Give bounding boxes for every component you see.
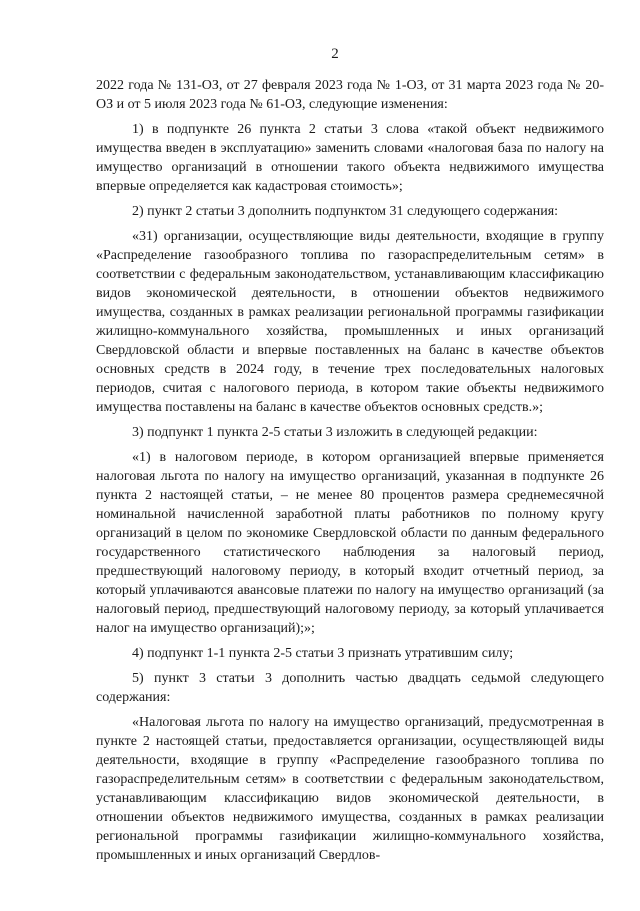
paragraph-item-5: 5) пункт 3 статьи 3 дополнить частью двадцать седьмой следующего содержания:: [96, 671, 604, 705]
paragraph-quote-1: «1) в налоговом периоде, в котором организацией впервые применяется налоговая льгота по налогу на имущество организаций, указанная в подпункте 26 пункта 2 настоящей статьи, – не менее 80 процентов размера среднемесячной номинальной начисленной заработной платы работников по полному кругу организаций в целом по экономике Свердловской области по данным федерального государственного статистического наблюдения за налоговый период, предшествующий налоговому периоду, в который входит отчетный период, за который уплачиваются авансовые платежи по налогу на имущество организаций (за налоговый период, предшествующий налоговому периоду, за который уплачивается налог на имущество организаций);»;: [96, 450, 604, 636]
document-body: [96, 76, 604, 871]
paragraph-item-2: 2) пункт 2 статьи 3 дополнить подпунктом 31 следующего содержания:: [132, 204, 559, 219]
paragraph-intro-continuation: 2022 года № 131-ОЗ, от 27 февраля 2023 года № 1-ОЗ, от 31 марта 2023 года № 20-ОЗ и от 5 июля 2023 года № 61-ОЗ, следующие изменения:: [96, 78, 604, 112]
paragraph-quote-31: «31) организации, осуществляющие виды деятельности, входящие в группу «Распределение газообразного топлива по газораспределительным сетям» в соответствии с федеральным законодательством, устанавливающим классификацию видов экономической деятельности, в отношении объектов недвижимого имущества, созданных в рамках реализации региональной программы газификации жилищно-коммунального хозяйства, промышленных и иных организаций Свердловской области и впервые поставленных на баланс в качестве объектов основных средств в 2024 году, в течение трех последовательных налоговых периодов, считая с налогового периода, в котором такие объекты недвижимого имущества поставлены на баланс в качестве объектов основных средств.»;: [96, 229, 604, 415]
paragraph-quote-tax-benefit: «Налоговая льгота по налогу на имущество организаций, предусмотренная в пункте 2 настоящей статьи, предоставляется организации, осуществляющей виды деятельности, входящие в группу «Распределение газообразного топлива по газораспределительным сетям» в соответствии с федеральным законодательством, устанавливающим классификацию видов экономической деятельности, в отношении объектов недвижимого имущества, созданных в рамках реализации региональной программы газификации жилищно-коммунального хозяйства, промышленных и иных организаций Свердлов-: [96, 715, 604, 863]
paragraph-item-1: 1) в подпункте 26 пункта 2 статьи 3 слова «такой объект недвижимого имущества введен в эксплуатацию» заменить словами «налоговая база по налогу на имущество организаций в отношении такого объекта недвижимого имущества впервые определяется как кадастровая стоимость»;: [96, 122, 604, 194]
paragraph-item-4: 4) подпункт 1-1 пункта 2-5 статьи 3 признать утратившим силу;: [132, 646, 514, 661]
paragraph-item-3: 3) подпункт 1 пункта 2-5 статьи 3 изложить в следующей редакции:: [132, 425, 538, 440]
page-number: 2: [331, 46, 339, 62]
